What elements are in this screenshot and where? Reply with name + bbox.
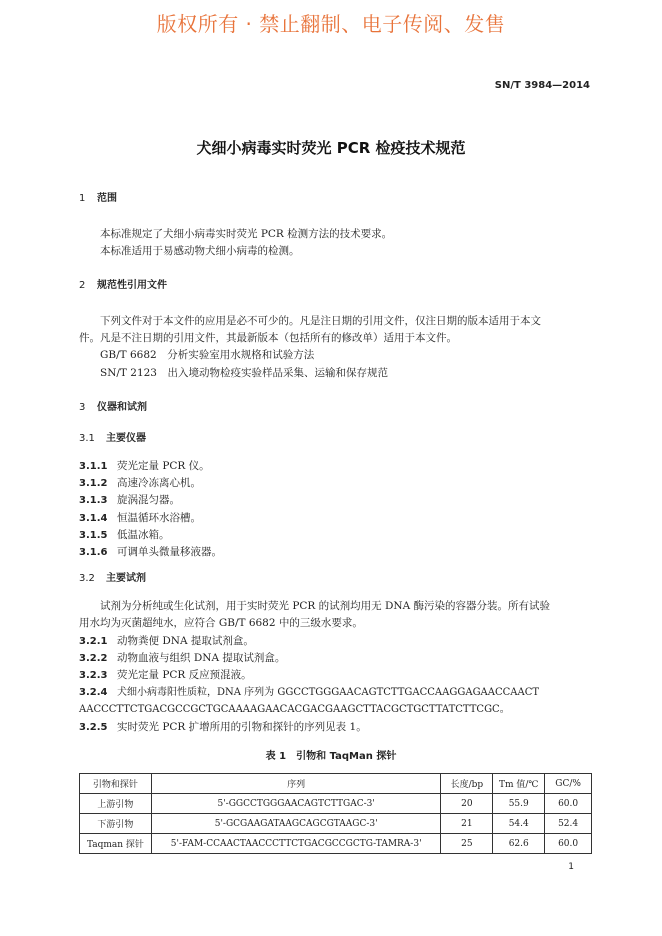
item-number: 3.2.1 [79,636,108,647]
subsection-number: 3.1 [79,433,95,444]
subsection-title: 主要仪器 [106,433,146,444]
section-title: 仪器和试剂 [97,402,147,413]
reference-snt2123: SN/T 2123 出入境动物检疫实验样品采集、运输和保存规范 [100,367,388,379]
header-cell: 长度/bp [441,774,493,794]
item-text: 荧光定量 PCR 仪。 [117,460,210,472]
item-text: 荧光定量 PCR 反应预混液。 [117,669,252,681]
item-text: 高速冷冻离心机。 [117,477,201,489]
dna-sequence-continuation: AACCCTTCTGACGCCGCTGCAAAAGAACACGACGAAGCTTACGCTGCTTATCTTCGC。 [79,704,510,715]
section-title: 范围 [97,193,117,204]
table-cell: 54.4 [493,814,545,834]
item-text: 旋涡混匀器。 [117,494,180,506]
table-cell: 下游引物 [80,814,152,834]
section-number: 3 [79,402,86,413]
header-cell: Tm 值/℃ [493,774,545,794]
table-cell: 60.0 [545,794,592,814]
paragraph-line: 件。凡是不注日期的引用文件，其最新版本（包括所有的修改单）适用于本文件。 [79,332,457,344]
table-cell: 上游引物 [80,794,152,814]
reagent-item [79,720,367,735]
paragraph-line: 下列文件对于本文件的应用是必不可少的。凡是注日期的引用文件，仅注日期的版本适用于本文 [100,315,541,327]
item-number: 3.1.5 [79,530,108,541]
table-cell: Taqman 探针 [80,834,152,854]
table-row [80,794,592,814]
header-cell: 序列 [151,774,441,794]
section-number: 2 [79,280,86,291]
section-1-heading [79,192,117,206]
item-number: 3.2.5 [79,722,108,733]
table-cell: 52.4 [545,814,592,834]
instrument-item [79,545,222,560]
subsection-3-1-heading [79,432,146,446]
item-text: 低温冰箱。 [117,529,170,541]
item-number: 3.1.4 [79,513,108,524]
header-cell: 引物和探针 [80,774,152,794]
reagent-item [79,634,254,649]
document-title: 犬细小病毒实时荧光 PCR 检疫技术规范 [196,139,466,157]
subsection-title: 主要试剂 [106,573,146,584]
item-text: 动物粪便 DNA 提取试剂盒。 [117,635,254,647]
item-number: 3.2.4 [79,687,108,698]
reagent-item [79,686,539,700]
item-number: 3.1.1 [79,461,108,472]
subsection-3-2-heading [79,572,146,586]
primer-probe-table [79,773,592,854]
item-number: 3.1.3 [79,495,108,506]
item-text: 犬细小病毒阳性质粒，DNA 序列为 GGCCTGGGAACAGTCTTGACCAAGGAGAACCAACT [117,687,540,698]
table-cell: 55.9 [493,794,545,814]
copyright-watermark: 版权所有 · 禁止翻制、电子传阅、发售 [156,12,506,36]
item-text: 恒温循环水浴槽。 [117,512,201,524]
table-cell: 62.6 [493,834,545,854]
reference-gbt6682: GB/T 6682 分析实验室用水规格和试验方法 [100,349,315,361]
item-text: 实时荧光 PCR 扩增所用的引物和探针的序列见表 1。 [117,721,367,733]
table-cell: 21 [441,814,493,834]
table-cell: 60.0 [545,834,592,854]
table-header-row [80,774,592,794]
section-title: 规范性引用文件 [97,280,167,291]
paragraph-line: 试剂为分析纯或生化试剂，用于实时荧光 PCR 的试剂均用无 DNA 酶污染的容器分装。所有试验 [100,600,551,612]
table-title: 表 1 引物和 TaqMan 探针 [265,751,397,762]
paragraph-line: 本标准规定了犬细小病毒实时荧光 PCR 检测方法的技术要求。 [100,228,393,240]
paragraph-line: 用水均为灭菌超纯水，应符合 GB/T 6682 中的三级水要求。 [79,617,363,629]
section-number: 1 [79,193,86,204]
paragraph-line: 本标准适用于易感动物犬细小病毒的检测。 [100,245,300,257]
instrument-item [79,528,170,543]
reagent-item [79,651,285,666]
instrument-item [79,511,201,526]
table-cell: 5'-GCGAAGATAAGCAGCGTAAGC-3' [151,814,441,834]
table-row [80,814,592,834]
instrument-item [79,459,210,474]
header-cell: GC/% [545,774,592,794]
subsection-number: 3.2 [79,573,95,584]
item-number: 3.2.3 [79,670,108,681]
table-cell: 20 [441,794,493,814]
instrument-item [79,476,201,491]
item-text: 可调单头微量移液器。 [117,546,222,558]
item-number: 3.1.6 [79,547,108,558]
section-3-heading [79,401,147,415]
table-cell: 5'-GGCCTGGGAACAGTCTTGAC-3' [151,794,441,814]
item-number: 3.2.2 [79,653,108,664]
item-number: 3.1.2 [79,478,108,489]
table-cell: 25 [441,834,493,854]
table-row [80,834,592,854]
standard-number: SN/T 3984—2014 [494,80,590,91]
instrument-item [79,493,180,508]
table-cell: 5'-FAM-CCAACTAACCCTTCTGACGCCGCTG-TAMRA-3' [151,834,441,854]
reagent-item [79,668,252,683]
item-text: 动物血液与组织 DNA 提取试剂盒。 [117,652,286,664]
page-number: 1 [568,862,574,872]
section-2-heading [79,279,167,293]
